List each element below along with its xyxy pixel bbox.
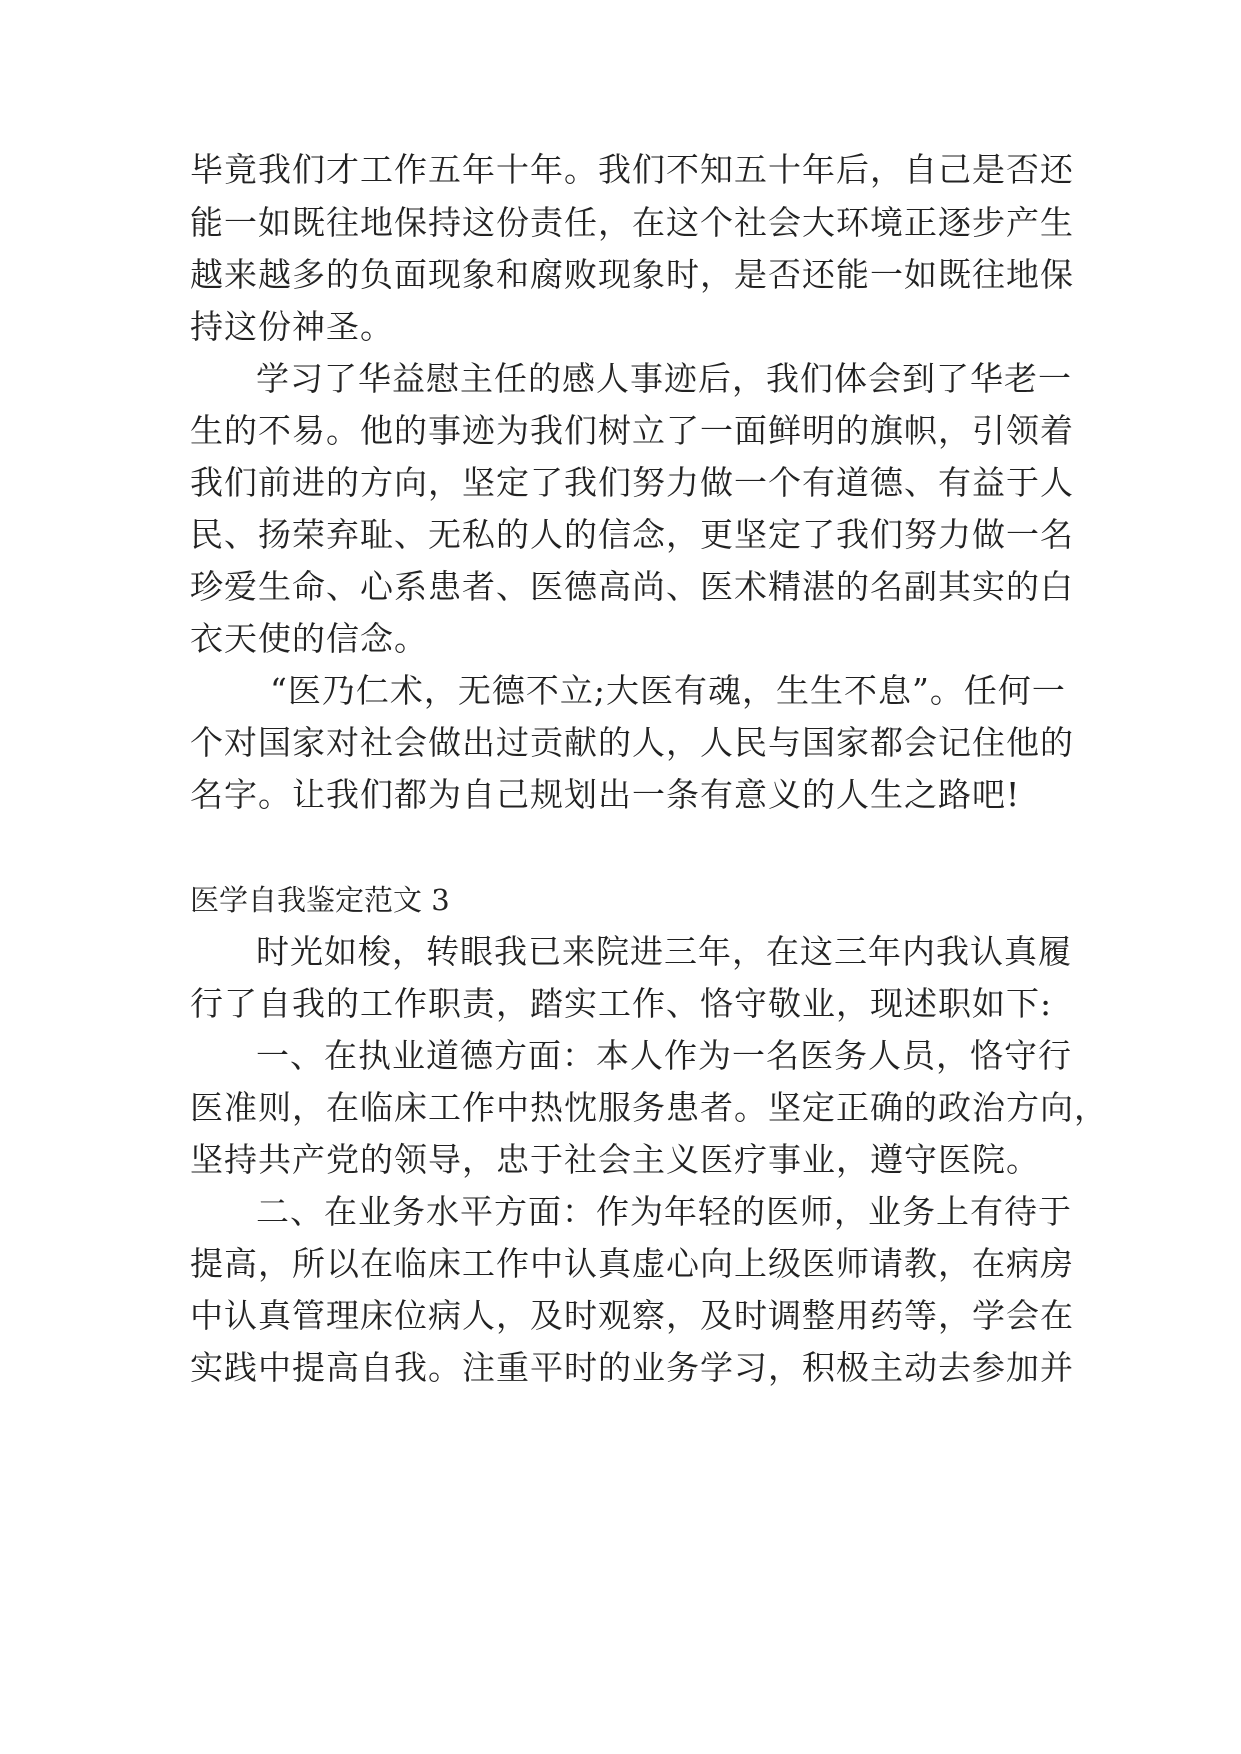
paragraph-line: 医准则，在临床工作中热忱服务患者。坚定正确的政治方向， bbox=[190, 1088, 1108, 1127]
paragraph-line: 一、在执业道德方面：本人作为一名医务人员，恪守行 bbox=[256, 1036, 1072, 1075]
paragraph-line: 能一如既往地保持这份责任，在这个社会大环境正逐步产生 bbox=[190, 203, 1074, 242]
paragraph-line: 名字。让我们都为自己规划出一条有意义的人生之路吧! bbox=[190, 775, 1021, 814]
paragraph-line: 提高，所以在临床工作中认真虚心向上级医师请教，在病房 bbox=[190, 1244, 1074, 1283]
paragraph-line: 个对国家对社会做出过贡献的人，人民与国家都会记住他的 bbox=[190, 723, 1074, 762]
paragraph-line: 生的不易。他的事迹为我们树立了一面鲜明的旗帜，引领着 bbox=[190, 411, 1074, 450]
paragraph-line: “医乃仁术，无德不立;大医有魂，生生不息”。任何一 bbox=[270, 671, 1066, 710]
paragraph-line: 中认真管理床位病人，及时观察，及时调整用药等，学会在 bbox=[190, 1296, 1074, 1335]
paragraph-line: 二、在业务水平方面：作为年轻的医师，业务上有待于 bbox=[256, 1192, 1072, 1231]
paragraph-line: 实践中提高自我。注重平时的业务学习，积极主动去参加并 bbox=[190, 1348, 1074, 1387]
paragraph-line: 我们前进的方向，坚定了我们努力做一个有道德、有益于人 bbox=[190, 463, 1074, 502]
paragraph-line: 学习了华益慰主任的感人事迹后，我们体会到了华老一 bbox=[256, 359, 1072, 398]
paragraph-line: 衣天使的信念。 bbox=[190, 619, 428, 658]
paragraph-line: 越来越多的负面现象和腐败现象时，是否还能一如既往地保 bbox=[190, 255, 1074, 294]
paragraph-line: 民、扬荣弃耻、无私的人的信念，更坚定了我们努力做一名 bbox=[190, 515, 1074, 554]
section-heading: 医学自我鉴定范文 3 bbox=[190, 883, 450, 917]
paragraph-line: 毕竟我们才工作五年十年。我们不知五十年后，自己是否还 bbox=[190, 150, 1074, 189]
paragraph-line: 行了自我的工作职责，踏实工作、恪守敬业，现述职如下: bbox=[190, 984, 1053, 1023]
paragraph-line: 坚持共产党的领导，忠于社会主义医疗事业，遵守医院。 bbox=[190, 1140, 1040, 1179]
paragraph-line: 持这份神圣。 bbox=[190, 307, 394, 346]
paragraph-line: 时光如梭，转眼我已来院进三年，在这三年内我认真履 bbox=[256, 932, 1072, 971]
paragraph-line: 珍爱生命、心系患者、医德高尚、医术精湛的名副其实的白 bbox=[190, 567, 1074, 606]
